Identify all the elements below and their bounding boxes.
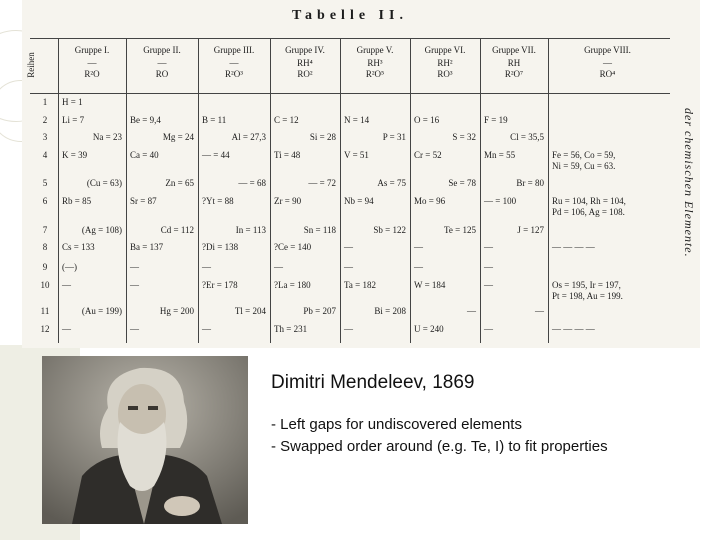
element-cell: Hg = 200 [159, 306, 194, 316]
element-cell: Ni = 59, Cu = 63. [552, 161, 616, 171]
element-cell: Ru = 104, Rh = 104, [552, 196, 626, 206]
element-cell: Rb = 85 [62, 196, 92, 206]
group-header-name: Gruppe VI. [424, 45, 466, 55]
element-cell: — = 100 [484, 196, 517, 206]
element-cell: O = 16 [414, 115, 440, 125]
row-number: 12 [40, 324, 50, 334]
element-cell: Si = 28 [309, 132, 336, 142]
element-cell: H = 1 [62, 97, 83, 107]
table-title: Tabelle II. [292, 8, 408, 23]
element-cell: Se = 78 [448, 178, 476, 188]
element-cell: In = 113 [235, 225, 266, 235]
group-header [198, 45, 270, 80]
element-cell: — [414, 242, 423, 252]
group-header-h: RH² [437, 58, 453, 68]
group-header-h: RH³ [367, 58, 383, 68]
note-line: - Left gaps for undiscovered elements [271, 416, 522, 433]
element-cell: — [62, 324, 71, 334]
element-cell: Mn = 55 [484, 150, 516, 160]
element-cell: — = 44 [202, 150, 230, 160]
row-number: 3 [42, 132, 48, 142]
element-cell: — [484, 324, 493, 334]
element-cell: — [535, 306, 544, 316]
element-cell: Ba = 137 [130, 242, 164, 252]
element-cell: — [130, 262, 139, 272]
column-rule [340, 38, 341, 343]
group-header-h: — [229, 58, 239, 68]
group-header-h: — [157, 58, 167, 68]
element-cell: Fe = 56, Co = 59, [552, 150, 616, 160]
element-cell: Bi = 208 [374, 306, 406, 316]
row-number: 6 [42, 196, 48, 206]
group-header-name: Gruppe VIII. [584, 45, 631, 55]
group-header-name: Gruppe V. [356, 45, 394, 55]
element-cell: Mg = 24 [162, 132, 194, 142]
element-cell: — [484, 262, 493, 272]
side-title: der chemischen Elemente. [682, 108, 696, 258]
element-cell: Tl = 204 [234, 306, 266, 316]
element-cell: — [130, 324, 139, 334]
element-cell: ?Di = 138 [202, 242, 239, 252]
group-header-o: R²O [84, 69, 100, 79]
group-header [58, 45, 126, 80]
group-header-o: R²O⁷ [504, 69, 524, 79]
element-cell: Sr = 87 [130, 196, 157, 206]
element-cell: — = 68 [238, 178, 266, 188]
element-cell: — — — — [552, 324, 595, 334]
row-number: 8 [42, 242, 48, 252]
element-cell: — [344, 262, 353, 272]
group-header [126, 45, 198, 80]
element-cell: W = 184 [414, 280, 446, 290]
element-cell: Th = 231 [274, 324, 308, 334]
element-cell: — [202, 324, 211, 334]
row-number: 1 [42, 97, 48, 107]
group-header-name: Gruppe IV. [285, 45, 325, 55]
group-header-name: Gruppe III. [213, 45, 255, 55]
element-cell: Cs = 133 [62, 242, 95, 252]
group-header-o: R²O³ [225, 69, 243, 79]
group-header [548, 45, 667, 80]
element-cell: C = 12 [274, 115, 299, 125]
element-cell: Br = 80 [516, 178, 544, 188]
group-header-name: Gruppe VII. [492, 45, 536, 55]
column-rule [126, 38, 127, 343]
element-cell: Cr = 52 [414, 150, 442, 160]
group-header-o: RO² [297, 69, 313, 79]
element-cell: — [414, 262, 423, 272]
group-header-h: RH⁴ [297, 58, 313, 68]
element-cell: As = 75 [377, 178, 406, 188]
element-cell: Pd = 106, Ag = 108. [552, 207, 625, 217]
group-header [340, 45, 410, 80]
group-header [270, 45, 340, 80]
group-header-name: Gruppe I. [74, 45, 110, 55]
row-number: 9 [42, 262, 48, 272]
column-rule [58, 38, 59, 343]
element-cell: — [344, 324, 353, 334]
element-cell: Os = 195, Ir = 197, [552, 280, 621, 290]
group-header [480, 45, 548, 80]
element-cell: (—) [62, 262, 77, 272]
element-cell: — = 72 [308, 178, 336, 188]
element-cell: V = 51 [344, 150, 369, 160]
element-cell: — [274, 262, 283, 272]
element-cell: Na = 23 [92, 132, 122, 142]
element-cell: — [344, 242, 353, 252]
element-cell: Te = 125 [444, 225, 476, 235]
element-cell: ?Yt = 88 [202, 196, 234, 206]
row-number: 10 [40, 280, 50, 290]
element-cell: Pt = 198, Au = 199. [552, 291, 623, 301]
column-rule [480, 38, 481, 343]
element-cell: Pb = 207 [303, 306, 336, 316]
group-header-o: RO³ [437, 69, 453, 79]
group-header-o: RO⁴ [599, 69, 616, 79]
element-cell: U = 240 [414, 324, 444, 334]
element-cell: Ti = 48 [274, 150, 301, 160]
element-cell: K = 39 [62, 150, 88, 160]
note-line: - Swapped order around (e.g. Te, I) to fit properties [271, 438, 608, 455]
element-cell: Ca = 40 [130, 150, 159, 160]
column-rule [410, 38, 411, 343]
element-cell: Mo = 96 [414, 196, 446, 206]
element-cell: Be = 9,4 [130, 115, 161, 125]
element-cell: Sn = 118 [303, 225, 336, 235]
element-cell: J = 127 [517, 225, 544, 235]
group-header-h: — [87, 58, 97, 68]
row-number: 11 [40, 306, 50, 316]
group-header-h: — [603, 58, 612, 68]
element-cell: — [467, 306, 476, 316]
element-cell: B = 11 [202, 115, 227, 125]
element-cell: Al = 27,3 [231, 132, 266, 142]
element-cell: — — — — [552, 242, 595, 252]
element-cell: — [202, 262, 211, 272]
element-cell: N = 14 [344, 115, 370, 125]
element-cell: ?La = 180 [274, 280, 311, 290]
element-cell: — [484, 242, 493, 252]
mendeleev-table-image [22, 0, 700, 348]
element-cell: Li = 7 [62, 115, 85, 125]
column-rule [270, 38, 271, 343]
row-number: 4 [42, 150, 48, 160]
element-cell: Zr = 90 [274, 196, 302, 206]
column-rule [548, 38, 549, 343]
group-header-h: RH [507, 58, 521, 68]
row-number: 5 [42, 178, 48, 188]
group-header-o: RO [155, 69, 169, 79]
column-rule [198, 38, 199, 343]
element-cell: (Ag = 108) [81, 225, 122, 235]
portrait-photo [42, 356, 248, 524]
group-header [410, 45, 480, 80]
element-cell: (Au = 199) [81, 306, 122, 316]
element-cell: P = 31 [382, 132, 406, 142]
row-number: 7 [42, 225, 48, 235]
caption-title: Dimitri Mendeleev, 1869 [271, 372, 475, 393]
element-cell: Ta = 182 [344, 280, 376, 290]
element-cell: Sb = 122 [373, 225, 406, 235]
element-cell: — [484, 280, 493, 290]
element-cell: — [130, 280, 139, 290]
group-header-o: R²O⁵ [365, 69, 385, 79]
element-cell: Cd = 112 [160, 225, 194, 235]
element-cell: (Cu = 63) [86, 178, 122, 188]
reihen-header: Reihen [25, 52, 36, 78]
element-cell: ?Er = 178 [202, 280, 238, 290]
element-cell: Zn = 65 [165, 178, 194, 188]
element-cell: Cl = 35,5 [510, 132, 544, 142]
row-number: 2 [42, 115, 48, 125]
group-header-name: Gruppe II. [143, 45, 181, 55]
element-cell: S = 32 [452, 132, 476, 142]
element-cell: — [62, 280, 71, 290]
element-cell: ?Ce = 140 [274, 242, 312, 252]
element-cell: Nb = 94 [344, 196, 374, 206]
mendeleev-portrait [42, 356, 248, 524]
element-cell: F = 19 [484, 115, 508, 125]
